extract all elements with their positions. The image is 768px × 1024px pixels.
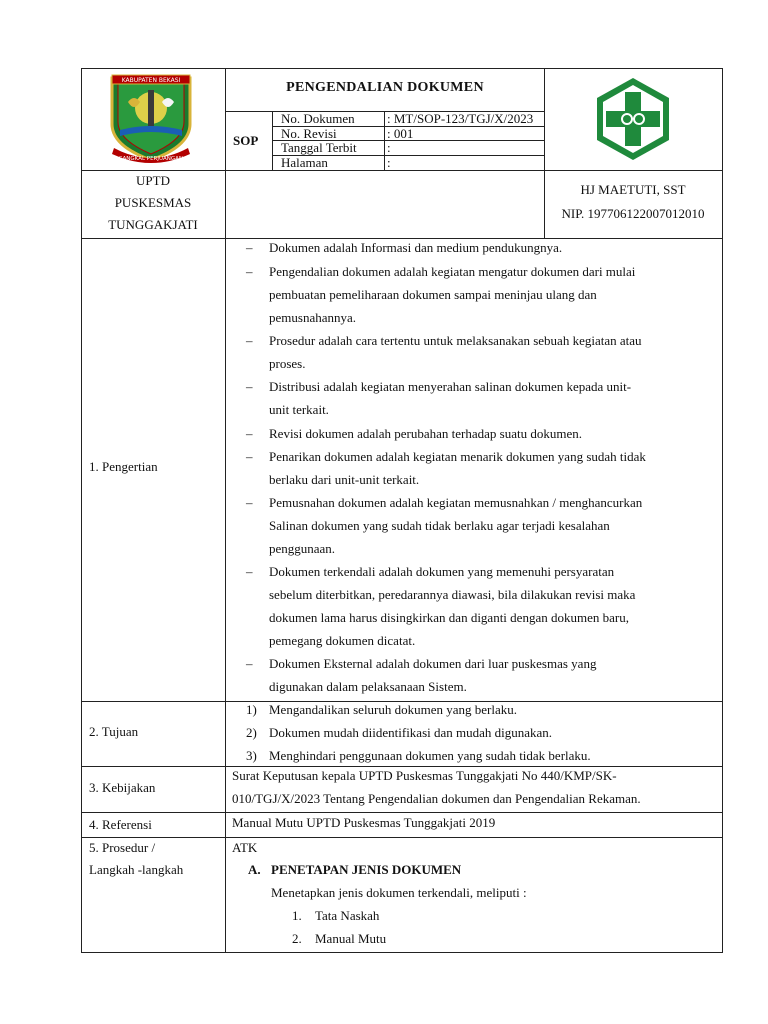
section-label-tujuan: 2. Tujuan xyxy=(89,724,139,739)
item-line: proses. xyxy=(269,356,306,371)
item-line: unit terkait. xyxy=(269,402,329,417)
item-number: 1) xyxy=(246,702,257,717)
section-label-pengertian: 1. Pengertian xyxy=(89,459,158,474)
dash-marker: – xyxy=(246,449,253,464)
field-value: : 001 xyxy=(387,126,414,141)
reference-text: Manual Mutu UPTD Puskesmas Tunggakjati 2019 xyxy=(232,815,496,830)
section-label-referensi: 4. Referensi xyxy=(89,817,152,832)
regency-logo xyxy=(104,72,198,164)
item-text: Tata Naskah xyxy=(315,908,380,923)
item-number: 3) xyxy=(246,748,257,763)
field-value: : MT/SOP-123/TGJ/X/2023 xyxy=(387,111,534,126)
item-line: pemegang dokumen dicatat. xyxy=(269,633,416,648)
item-line: dokumen lama harus disingkirkan dan diganti dengan dokumen baru, xyxy=(269,610,629,625)
field-label: No. Dokumen xyxy=(281,111,355,126)
table-border-top xyxy=(81,68,723,69)
item-line: Revisi dokumen adalah perubahan terhadap suatu dokumen. xyxy=(269,426,582,441)
field-value: : xyxy=(387,155,391,170)
org-line: TUNGGAKJATI xyxy=(108,217,198,232)
item-number: 2) xyxy=(246,725,257,740)
procedure-intro: Menetapkan jenis dokumen terkendali, meliputi : xyxy=(271,885,527,900)
org-name xyxy=(81,170,225,236)
table-border-bottom xyxy=(81,952,723,953)
item-line: Prosedur adalah cara tertentu untuk melaksanakan sebuah kegiatan atau xyxy=(269,333,642,348)
item-line: sebelum diterbitkan, peredarannya diawasi, bila dilakukan revisi maka xyxy=(269,587,636,602)
org-line: PUSKESMAS xyxy=(114,195,192,210)
item-text: Mengandalikan seluruh dokumen yang berlaku. xyxy=(269,702,518,717)
item-line: Dokumen terkendali adalah dokumen yang memenuhi persyaratan xyxy=(269,564,615,579)
divider xyxy=(81,238,723,239)
item-line: digunakan dalam pelaksanaan Sistem. xyxy=(269,679,467,694)
puskesmas-logo xyxy=(590,76,676,162)
item-line: penggunaan. xyxy=(269,541,336,556)
dash-marker: – xyxy=(246,264,253,279)
dash-marker: – xyxy=(246,564,253,579)
dash-marker: – xyxy=(246,426,253,441)
list-item xyxy=(246,725,553,740)
item-text: Dokumen mudah diidentifikasi dan mudah digunakan. xyxy=(269,725,553,740)
dash-marker: – xyxy=(246,656,253,671)
item-line: Pengendalian dokumen adalah kegiatan mengatur dokumen dari mulai xyxy=(269,264,636,279)
signer-name: HJ MAETUTI, SST xyxy=(580,182,686,197)
item-line: Salinan dokumen yang sudah tidak berlaku agar terjadi kesalahan xyxy=(269,518,610,533)
sub-marker: A. xyxy=(248,862,261,877)
logo-bottom-text: SANGKAL PERJUANGAN xyxy=(118,156,184,162)
section-label-prosedur: 5. Prosedur / xyxy=(89,840,156,855)
divider xyxy=(81,812,723,813)
item-line: berlaku dari unit-unit terkait. xyxy=(269,472,420,487)
field-label: Halaman xyxy=(281,155,328,170)
sop-label: SOP xyxy=(233,133,259,148)
document-title: PENGENDALIAN DOKUMEN xyxy=(286,80,484,95)
section-label-kebijakan: 3. Kebijakan xyxy=(89,780,156,795)
org-line: UPTD xyxy=(136,173,170,188)
dash-marker: – xyxy=(246,379,253,394)
divider xyxy=(81,837,723,838)
section-label-prosedur: Langkah -langkah xyxy=(89,862,184,877)
signer-block xyxy=(544,178,722,226)
sub-heading: PENETAPAN JENIS DOKUMEN xyxy=(271,862,462,877)
item-line: pemusnahannya. xyxy=(269,310,357,325)
logo-top-text: KABUPATEN BEKASI xyxy=(121,77,181,84)
dash-marker: – xyxy=(246,333,253,348)
dash-marker: – xyxy=(246,495,253,510)
item-line: Dokumen adalah Informasi dan medium pendukungnya. xyxy=(269,240,563,255)
item-line: Dokumen Eksternal adalah dokumen dari luar puskesmas yang xyxy=(269,656,597,671)
field-label: Tanggal Terbit xyxy=(281,140,357,155)
item-line: Pemusnahan dokumen adalah kegiatan memusnahkan / menghancurkan xyxy=(269,495,643,510)
policy-line: Surat Keputusan kepala UPTD Puskesmas Tunggakjati No 440/KMP/SK- xyxy=(232,768,617,783)
field-label: No. Revisi xyxy=(281,126,337,141)
item-line: Distribusi adalah kegiatan menyerahan salinan dokumen kepada unit- xyxy=(269,379,632,394)
item-line: pembuatan pemeliharaan dokumen sampai meninjau ulang dan xyxy=(269,287,597,302)
item-line: Penarikan dokumen adalah kegiatan menarik dokumen yang sudah tidak xyxy=(269,449,646,464)
signer-nip: NIP. 197706122007012010 xyxy=(561,206,705,221)
item-text: Menghindari penggunaan dokumen yang sudah tidak berlaku. xyxy=(269,748,591,763)
item-text: Manual Mutu xyxy=(315,931,387,946)
item-number: 1. xyxy=(292,908,302,923)
policy-line: 010/TGJ/X/2023 Tentang Pengendalian dokumen dan Pengendalian Rekaman. xyxy=(232,791,641,806)
list-item xyxy=(246,702,518,717)
list-item xyxy=(246,748,591,763)
divider xyxy=(225,68,226,953)
dash-marker: – xyxy=(246,240,253,255)
table-border-right xyxy=(722,68,723,953)
procedure-atk: ATK xyxy=(232,840,258,855)
field-value: : xyxy=(387,140,391,155)
item-number: 2. xyxy=(292,931,302,946)
divider xyxy=(81,766,723,767)
